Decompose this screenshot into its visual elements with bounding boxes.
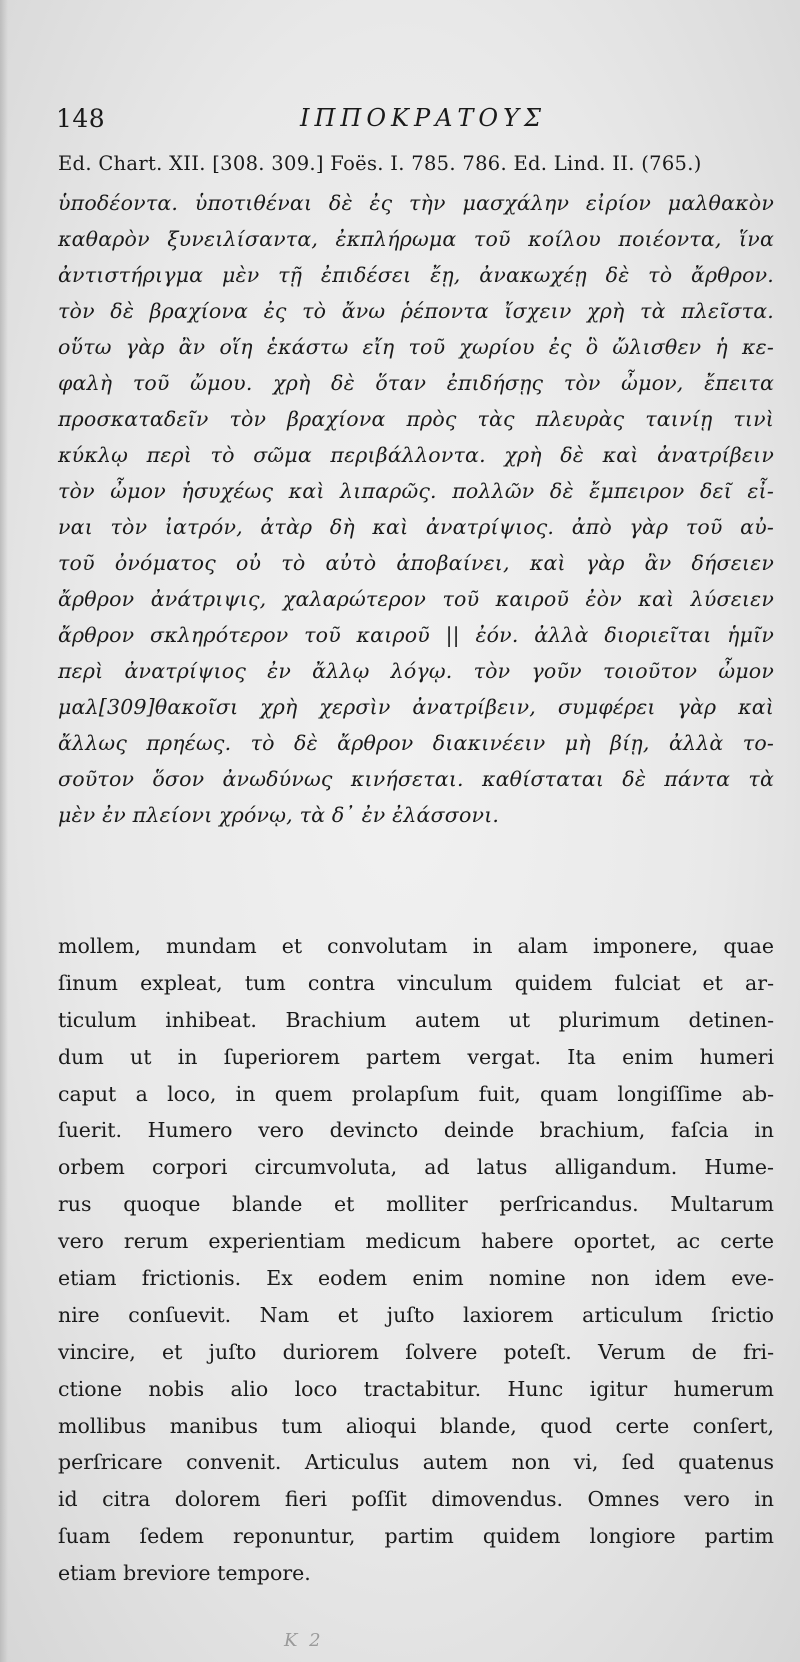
greek-line: περὶ ἀνατρίψιος ἐν ἄλλῳ λόγῳ. τὸν γοῦν τοιοῦτον ὦμον bbox=[58, 659, 774, 683]
latin-text-block bbox=[58, 928, 774, 1592]
greek-line: ἄρθρον σκληρότερον τοῦ καιροῦ || ἐόν. ἀλλὰ διοριεῖται ἡμῖν bbox=[58, 623, 774, 647]
greek-line: ναι τὸν ἰατρόν, ἀτὰρ δὴ καὶ ἀνατρίψιος. ἀπὸ γὰρ τοῦ αὐ- bbox=[58, 515, 774, 539]
page-edge-shadow bbox=[0, 0, 8, 1662]
latin-line: rus quoque blande et molliter perſricandus. Multarum bbox=[58, 1192, 774, 1217]
greek-line: καθαρὸν ξυνειλίσαντα, ἐκπλήρωμα τοῦ κοίλου ποιέοντα, ἵνα bbox=[58, 227, 774, 251]
latin-line: ſinum expleat, tum contra vinculum quidem fulciat et ar- bbox=[58, 970, 774, 995]
latin-line: ctione nobis alio loco tractabitur. Hunc igitur humerum bbox=[58, 1376, 774, 1401]
greek-line: σοῦτον ὅσον ἀνωδύνως κινήσεται. καθίσταται δὲ πάντα τὰ bbox=[58, 767, 774, 791]
latin-line: caput a loco, in quem prolapſum fuit, quam longiſſime ab- bbox=[58, 1081, 774, 1106]
latin-line: vero rerum experientiam medicum habere oportet, ac certe bbox=[58, 1229, 774, 1254]
printer-signature-mark: K 2 bbox=[284, 1630, 324, 1651]
latin-line: etiam frictionis. Ex eodem enim nomine non idem eve- bbox=[58, 1266, 774, 1291]
greek-line: οὕτω γὰρ ἂν οἵη ἑκάστω εἴη τοῦ χωρίου ἐς ὃ ὤλισθεν ἡ κε- bbox=[58, 335, 774, 359]
greek-text-block bbox=[58, 185, 774, 833]
greek-line: ἄρθρον ἀνάτριψις, χαλαρώτερον τοῦ καιροῦ ἐὸν καὶ λύσειεν bbox=[58, 587, 774, 611]
greek-line: κύκλῳ περὶ τὸ σῶμα περιβάλλοντα. χρὴ δὲ καὶ ἀνατρίβειν bbox=[58, 443, 774, 467]
greek-line: ἀντιστήριγμα μὲν τῇ ἐπιδέσει ἔῃ, ἀνακωχέῃ δὲ τὸ ἄρθρον. bbox=[58, 263, 774, 287]
latin-line: id citra dolorem fieri poſſit dimovendus. Omnes vero in bbox=[58, 1487, 774, 1512]
latin-line: ſuam ſedem reponuntur, partim quidem longiore partim bbox=[58, 1524, 774, 1549]
running-title: ΙΠΠΟΚΡΑΤΟΥΣ bbox=[300, 104, 546, 132]
latin-line: dum ut in ſuperiorem partem vergat. Ita enim humeri bbox=[58, 1044, 774, 1069]
greek-line: προσκαταδεῖν τὸν βραχίονα πρὸς τὰς πλευρὰς ταινίῃ τινὶ bbox=[58, 407, 774, 431]
greek-line: μαλ[309]θακοῖσι χρὴ χερσὶν ἀνατρίβειν, συμφέρει γὰρ καὶ bbox=[58, 695, 774, 719]
latin-line: mollibus manibus tum alioqui blande, quod certe conſert, bbox=[58, 1413, 774, 1438]
page-header bbox=[56, 104, 756, 144]
page-number: 148 bbox=[56, 104, 106, 133]
greek-line: ἄλλως πρηέως. τὸ δὲ ἄρθρον διακινέειν μὴ βίῃ, ἀλλὰ το- bbox=[58, 731, 774, 755]
latin-line: vincire, et juſto duriorem ſolvere poteſt. Verum de fri- bbox=[58, 1339, 774, 1364]
latin-line: perſricare convenit. Articulus autem non vi, ſed quatenus bbox=[58, 1450, 774, 1475]
latin-line: nire conſuevit. Nam et juſto laxiorem articulum ſrictio bbox=[58, 1302, 774, 1327]
latin-line: etiam breviore tempore. bbox=[58, 1561, 311, 1586]
greek-line: μὲν ἐν πλείονι χρόνῳ, τὰ δ᾽ ἐν ἐλάσσονι. bbox=[58, 803, 500, 827]
greek-line: ὑποδέοντα. ὑποτιθέναι δὲ ἐς τὴν μασχάλην εἰρίον μαλθακὸν bbox=[58, 191, 774, 215]
greek-line: φαλὴ τοῦ ὤμου. χρὴ δὲ ὅταν ἐπιδήσῃς τὸν ὦμον, ἔπειτα bbox=[58, 371, 774, 395]
latin-line: orbem corpori circumvoluta, ad latus alligandum. Hume- bbox=[58, 1155, 774, 1180]
greek-line: τοῦ ὀνόματος οὐ τὸ αὐτὸ ἀποβαίνει, καὶ γὰρ ἂν δήσειεν bbox=[58, 551, 774, 575]
latin-line: mollem, mundam et convolutam in alam imponere, quae bbox=[58, 934, 774, 958]
greek-line: τὸν δὲ βραχίονα ἐς τὸ ἄνω ῥέποντα ἴσχειν χρὴ τὰ πλεῖστα. bbox=[58, 299, 774, 323]
greek-line: τὸν ὦμον ἡσυχέως καὶ λιπαρῶς. πολλῶν δὲ ἔμπειρον δεῖ εἶ- bbox=[58, 479, 774, 503]
latin-line: ticulum inhibeat. Brachium autem ut plurimum detinen- bbox=[58, 1007, 774, 1032]
edition-reference-line: Ed. Chart. XII. [308. 309.] Foës. I. 785. 786. Ed. Lind. II. (765.) bbox=[58, 152, 702, 175]
latin-line: ſuerit. Humero vero devincto deinde brachium, faſcia in bbox=[58, 1118, 774, 1143]
